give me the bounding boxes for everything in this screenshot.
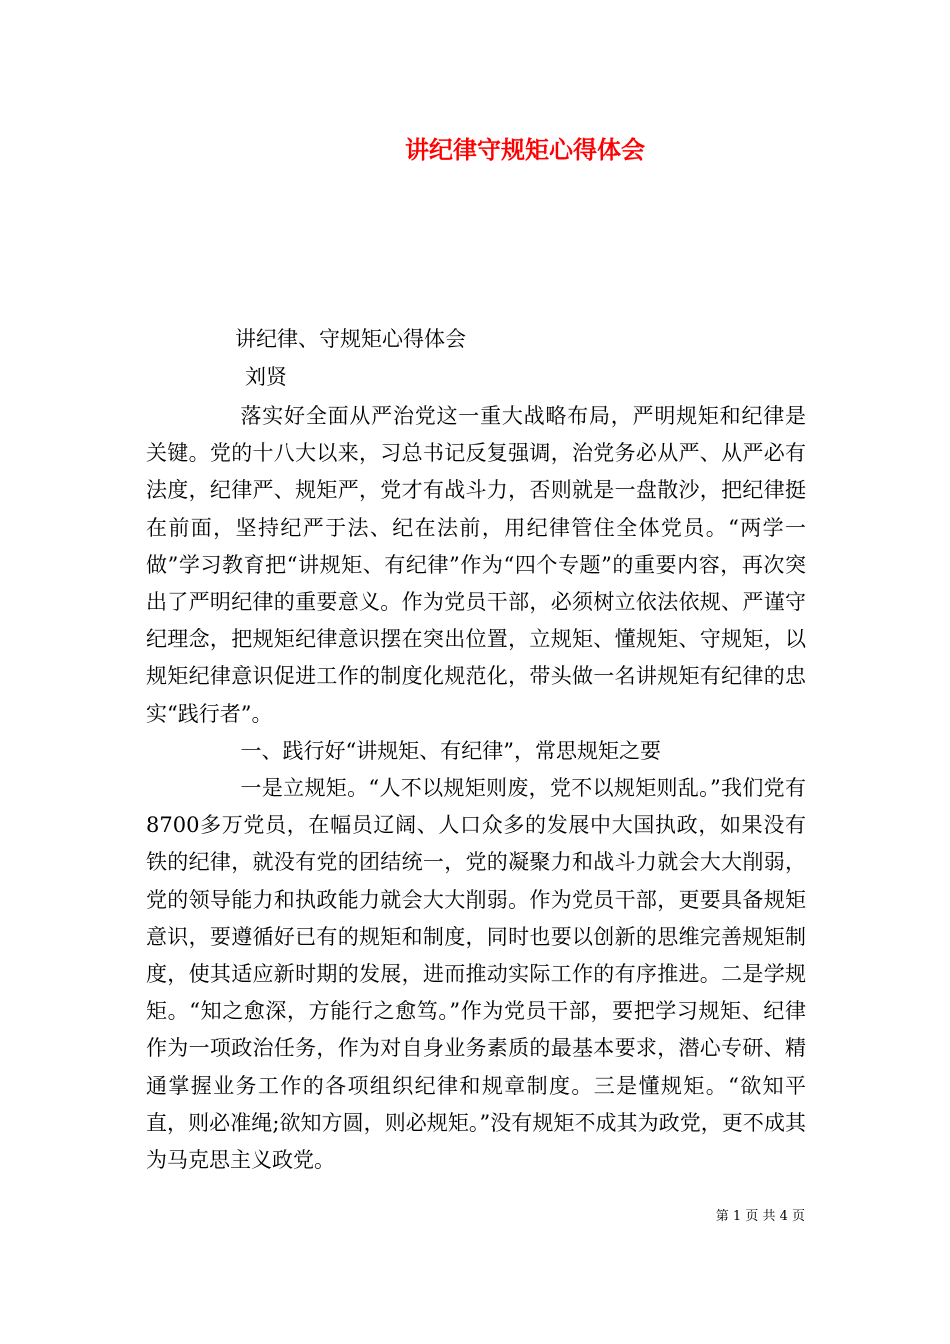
article-author: 刘贤 [245,365,287,389]
article-body [146,398,806,1179]
paragraph-intro: 落实好全面从严治党这一重大战略布局，严明规矩和纪律是关键。党的十八大以来，习总书记反复强调，治党务必从严、从严必有法度，纪律严、规矩严，党才有战斗力，否则就是一盘散沙，把纪律挺在前面，坚持纪严于法、纪在法前，用纪律管住全体党员。“两学一做”学习教育把“讲规矩、有纪律”作为“四个专题”的重要内容，再次突出了严明纪律的重要意义。作为党员干部，必须树立依法依规、严谨守纪理念，把规矩纪律意识摆在突出位置，立规矩、懂规矩、守规矩，以规矩纪律意识促进工作的制度化规范化，带头做一名讲规矩有纪律的忠实“践行者”。 [146,404,806,726]
paragraph-section-1: 一是立规矩。“人不以规矩则废，党不以规矩则乱。”我们党有8700多万党员，在幅员辽阔、人口众多的发展中大国执政，如果没有铁的纪律，就没有党的团结统一，党的凝聚力和战斗力就会大大削弱，党的领导能力和执政能力就会大大削弱。作为党员干部，更要具备规矩意识，要遵循好已有的规矩和制度，同时也要以创新的思维完善规矩制度，使其适应新时期的发展，进而推动实际工作的有序推进。二是学规矩。“知之愈深，方能行之愈笃。”作为党员干部，要把学习规矩、纪律作为一项政治任务，作为对自身业务素质的最基本要求，潜心专研、精通掌握业务工作的各项组织纪律和规章制度。三是懂规矩。“欲知平直，则必准绳;欲知方圆，则必规矩。”没有规矩不成其为政党，更不成其为马克思主义政党。 [146,776,806,1173]
section-heading-1: 一、践行好“讲规矩、有纪律”，常思规矩之要 [240,738,661,763]
page-footer: 第 1 页 共 4 页 [715,1209,805,1224]
document-title: 讲纪律守规矩心得体会 [405,135,645,164]
article-subtitle: 讲纪律、守规矩心得体会 [235,327,466,351]
